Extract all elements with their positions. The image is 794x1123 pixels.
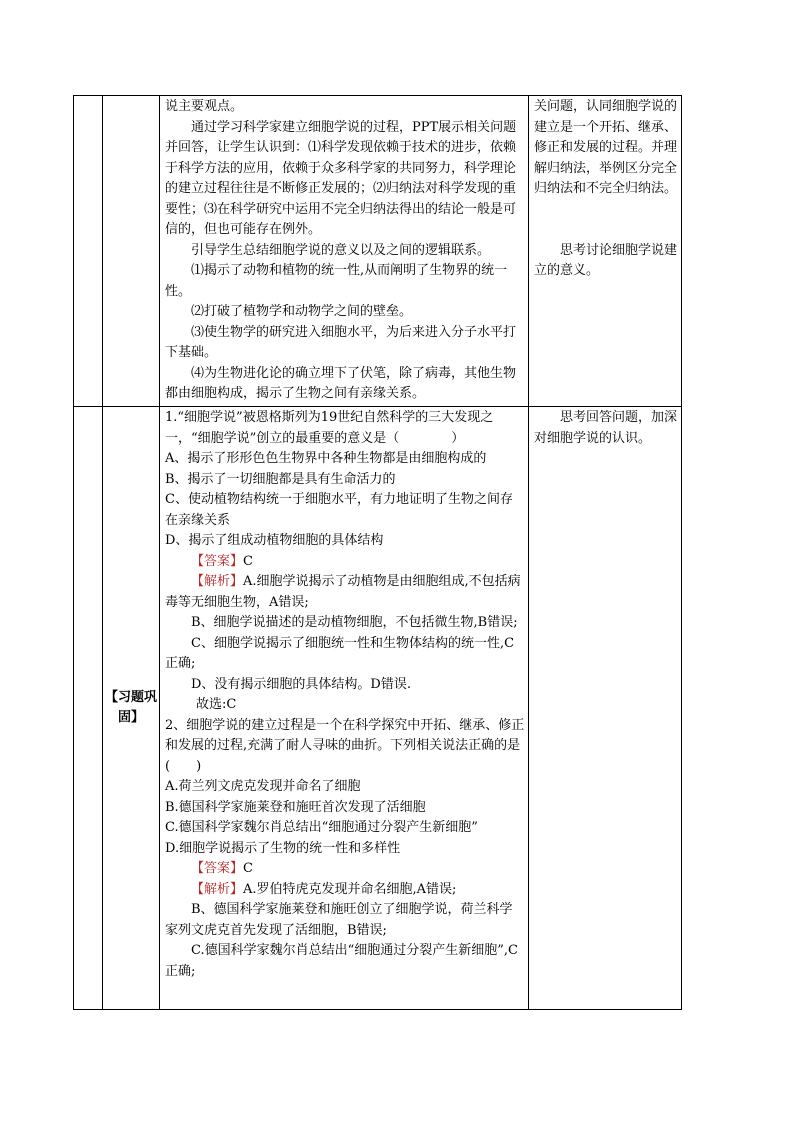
analysis-line: [165, 572, 525, 613]
paragraph: 通过学习科学家建立细胞学说的过程，PPT展示相关问题并回答，让学生认识到：⑴科学发现依赖于技术的进步，依赖于科学方法的应用，依赖于众多科学家的共同努力，科学理论的建立过程往往是不断修正发展的；⑵归纳法对科学发现的重要性；⑶在科学研究中运用不完全归纳法得出的结论一般是可信的，但也可能存在例外。: [165, 119, 517, 237]
section-label-text: 【习题巩固】: [104, 690, 157, 725]
content-cell: [160, 407, 529, 1010]
analysis-text: C、细胞学说揭示了细胞统一性和生物体结构的统一性,C正确;: [165, 635, 515, 671]
analysis-tag: 【解析】: [191, 574, 244, 589]
blank-cell: [74, 96, 103, 407]
analysis-line: [165, 880, 525, 901]
student-activity-text: 思考回答问题，加深对细胞学说的认识。: [534, 410, 678, 446]
question-option: D.细胞学说揭示了生物的统一性和多样性: [165, 840, 401, 856]
student-activity-cell: [529, 96, 682, 407]
analysis-text: C.德国科学家魏尔肖总结出“细胞通过分裂产生新细胞”,C正确;: [165, 943, 518, 979]
blank-cell: [74, 407, 103, 1010]
blank-cell: [103, 96, 160, 407]
paragraph: 引导学生总结细胞学说的意义以及之间的逻辑联系。: [191, 242, 491, 258]
table-row: [74, 96, 682, 407]
analysis-text: D、没有揭示细胞的具体结构。D错误.: [191, 676, 411, 692]
choose-line: 故选:C: [196, 697, 237, 712]
paragraph: ⑵打破了植物学和动物学之间的壁垒。: [191, 304, 413, 319]
analysis-text: A.细胞学说揭示了动植物是由细胞组成,不包括病毒等无细胞生物，A错误;: [165, 574, 521, 610]
question-option: A.荷兰列文虎克发现并命名了细胞: [165, 779, 361, 794]
student-activity-text: 思考讨论细胞学说建立的意义。: [534, 242, 678, 278]
answer-tag: 【答案】: [191, 553, 244, 569]
answer-value: C: [243, 553, 253, 569]
section-label: [103, 407, 160, 1010]
question-option: C.德国科学家魏尔肖总结出“细胞通过分裂产生新细胞”: [165, 820, 478, 835]
student-activity-text: 关问题，认同细胞学说的建立是一个开拓、继承、修正和发展的过程。并理解归纳法，举例区分完全归纳法和不完全归纳法。: [534, 99, 678, 196]
analysis-text: B、德国科学家施莱登和施旺创立了细胞学说，荷兰科学家列文虎克首先发现了活细胞，B错误;: [165, 902, 513, 938]
question-option: D、揭示了组成动植物细胞的具体结构: [165, 533, 384, 548]
question-stem: 2、细胞学说的建立过程是一个在科学探究中开拓、继承、修正和发展的过程,充满了耐人寻味的曲折。下列相关说法正确的是( ): [165, 717, 525, 774]
lesson-plan-table: [73, 95, 682, 1010]
answer-value: C: [243, 861, 253, 876]
analysis-text: A.罗伯特虎克发现并命名细胞,A错误;: [243, 881, 457, 897]
question-option: C、使动植物结构统一于细胞水平，有力地证明了生物之间存在亲缘关系: [165, 492, 513, 528]
answer-tag: 【答案】: [191, 861, 244, 876]
question-option: A、揭示了形形色色生物界中各种生物都是由细胞构成的: [165, 451, 487, 466]
paragraph: ⑷为生物进化论的确立埋下了伏笔，除了病毒，其他生物都由细胞构成，揭示了生物之间有亲缘关系。: [165, 365, 517, 401]
question-option: B.德国科学家施莱登和施旺首次发现了活细胞: [165, 799, 426, 815]
analysis-text: B、细胞学说描述的是动植物细胞，不包括微生物,B错误;: [191, 615, 518, 630]
analysis-tag: 【解析】: [191, 881, 244, 897]
paragraph: ⑶使生物学的研究进入细胞水平，为后来进入分子水平打下基础。: [165, 324, 517, 360]
answer-line: [165, 859, 525, 880]
student-activity-cell: [529, 407, 682, 1010]
question-option: B、揭示了一切细胞都是具有生命活力的: [165, 471, 396, 487]
answer-line: [165, 552, 525, 573]
question-stem: 1.“细胞学说”被恩格斯列为19世纪自然科学的三大发现之一，“细胞学说”创立的最重要的意义是（ ）: [165, 410, 494, 446]
paragraph: 说主要观点。: [165, 99, 244, 114]
table-row: [74, 407, 682, 1010]
content-cell: [160, 96, 529, 407]
paragraph: ⑴揭示了动物和植物的统一性,从而阐明了生物界的统一性。: [165, 263, 508, 299]
